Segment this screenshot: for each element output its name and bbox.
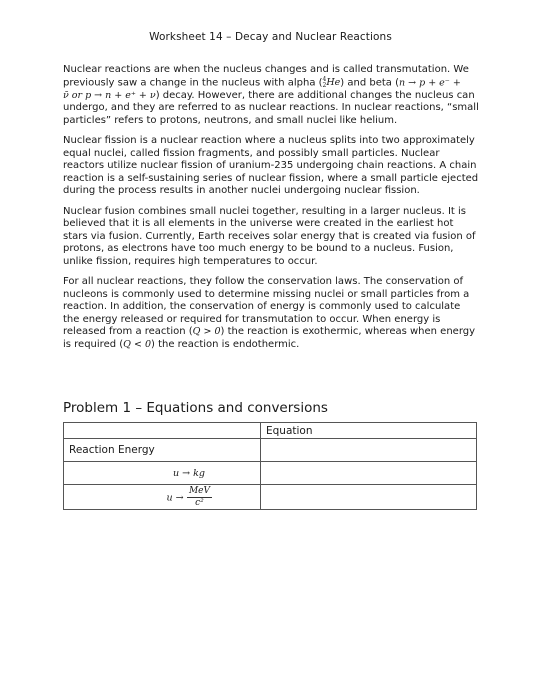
equation-input-cell[interactable] (261, 439, 477, 462)
paragraph-fusion: Nuclear fusion combines small nuclei together, resulting in a larger nucleus. It is believed that it is all elements in the universe were created in the earliest hot stars via fusion. Currently, Earth receives solar energy that is created via fusion of protons, as electrons have too much energy to be bound to a nucleus. Fusion, unlike fission, requires high temperatures to occur. (63, 205, 476, 267)
table-row (64, 485, 477, 510)
table-row (64, 462, 477, 485)
header-equation: Equation (261, 423, 477, 439)
equations-table (63, 422, 477, 510)
row-label-u-prefix: u → (166, 492, 184, 503)
beta-equation-2: ν̄ or p → n + e⁺ + ν (63, 89, 156, 101)
worksheet-body (63, 64, 479, 359)
table-header-row (64, 423, 477, 439)
row-label-reaction-energy: Reaction Energy (64, 439, 261, 462)
row-label-u-to-kg: u → kg (173, 468, 205, 479)
problem-title: Problem 1 – Equations and conversions (63, 400, 328, 416)
alpha-symbol: 4 2 He (322, 75, 341, 89)
q-negative: Q < 0 (123, 338, 151, 350)
beta-equation-1: n → p + e⁻ + (398, 77, 461, 88)
paragraph-conservation: For all nuclear reactions, they follow the conservation laws. The conservation of nucleons is commonly used to determine missing nuclei or small particles from a reaction. In addition, the conservation of energy is commonly used to calculate the energy released or required for transmutation to occur. When energy is released from a reaction (Q > 0) the reaction is exothermic, whereas when energy is required (Q < 0) the reaction is endothermic. (63, 276, 476, 350)
paragraph-transmutation: Nuclear reactions are when the nucleus changes and is called transmutation. We previously saw a change in the nucleus with alpha ( 4 2 He) and beta (n → p + e⁻ + ν̄ or p → n + e⁺ + ν) decay. However, there are additional changes the nucleus can undergo, and they are referred to as nuclear reactions. In nuclear reactions, “small particles” refers to protons, neutrons, and small nuclei like helium. (63, 64, 479, 126)
page-title: Worksheet 14 – Decay and Nuclear Reactions (149, 31, 392, 43)
equation-input-cell[interactable] (261, 462, 477, 485)
paragraph-fission: Nuclear fission is a nuclear reaction where a nucleus splits into two approximately equal nuclei, called fission fragments, and possibly small particles. Nuclear reactors utilize nuclear fission of uranium-235 undergoing chain reactions. A chain reaction is a self-sustaining series of nuclear fission, where a small particle ejected during the process results in another nuclei undergoing nuclear fission. (63, 135, 479, 196)
equation-input-cell[interactable] (261, 485, 477, 510)
q-positive: Q > 0 (192, 326, 221, 337)
table-row (64, 439, 477, 462)
mev-per-c2-fraction: $\frac{\text{MeV}}{\text{c²}}$ (188, 485, 210, 508)
header-blank-cell (64, 423, 261, 439)
